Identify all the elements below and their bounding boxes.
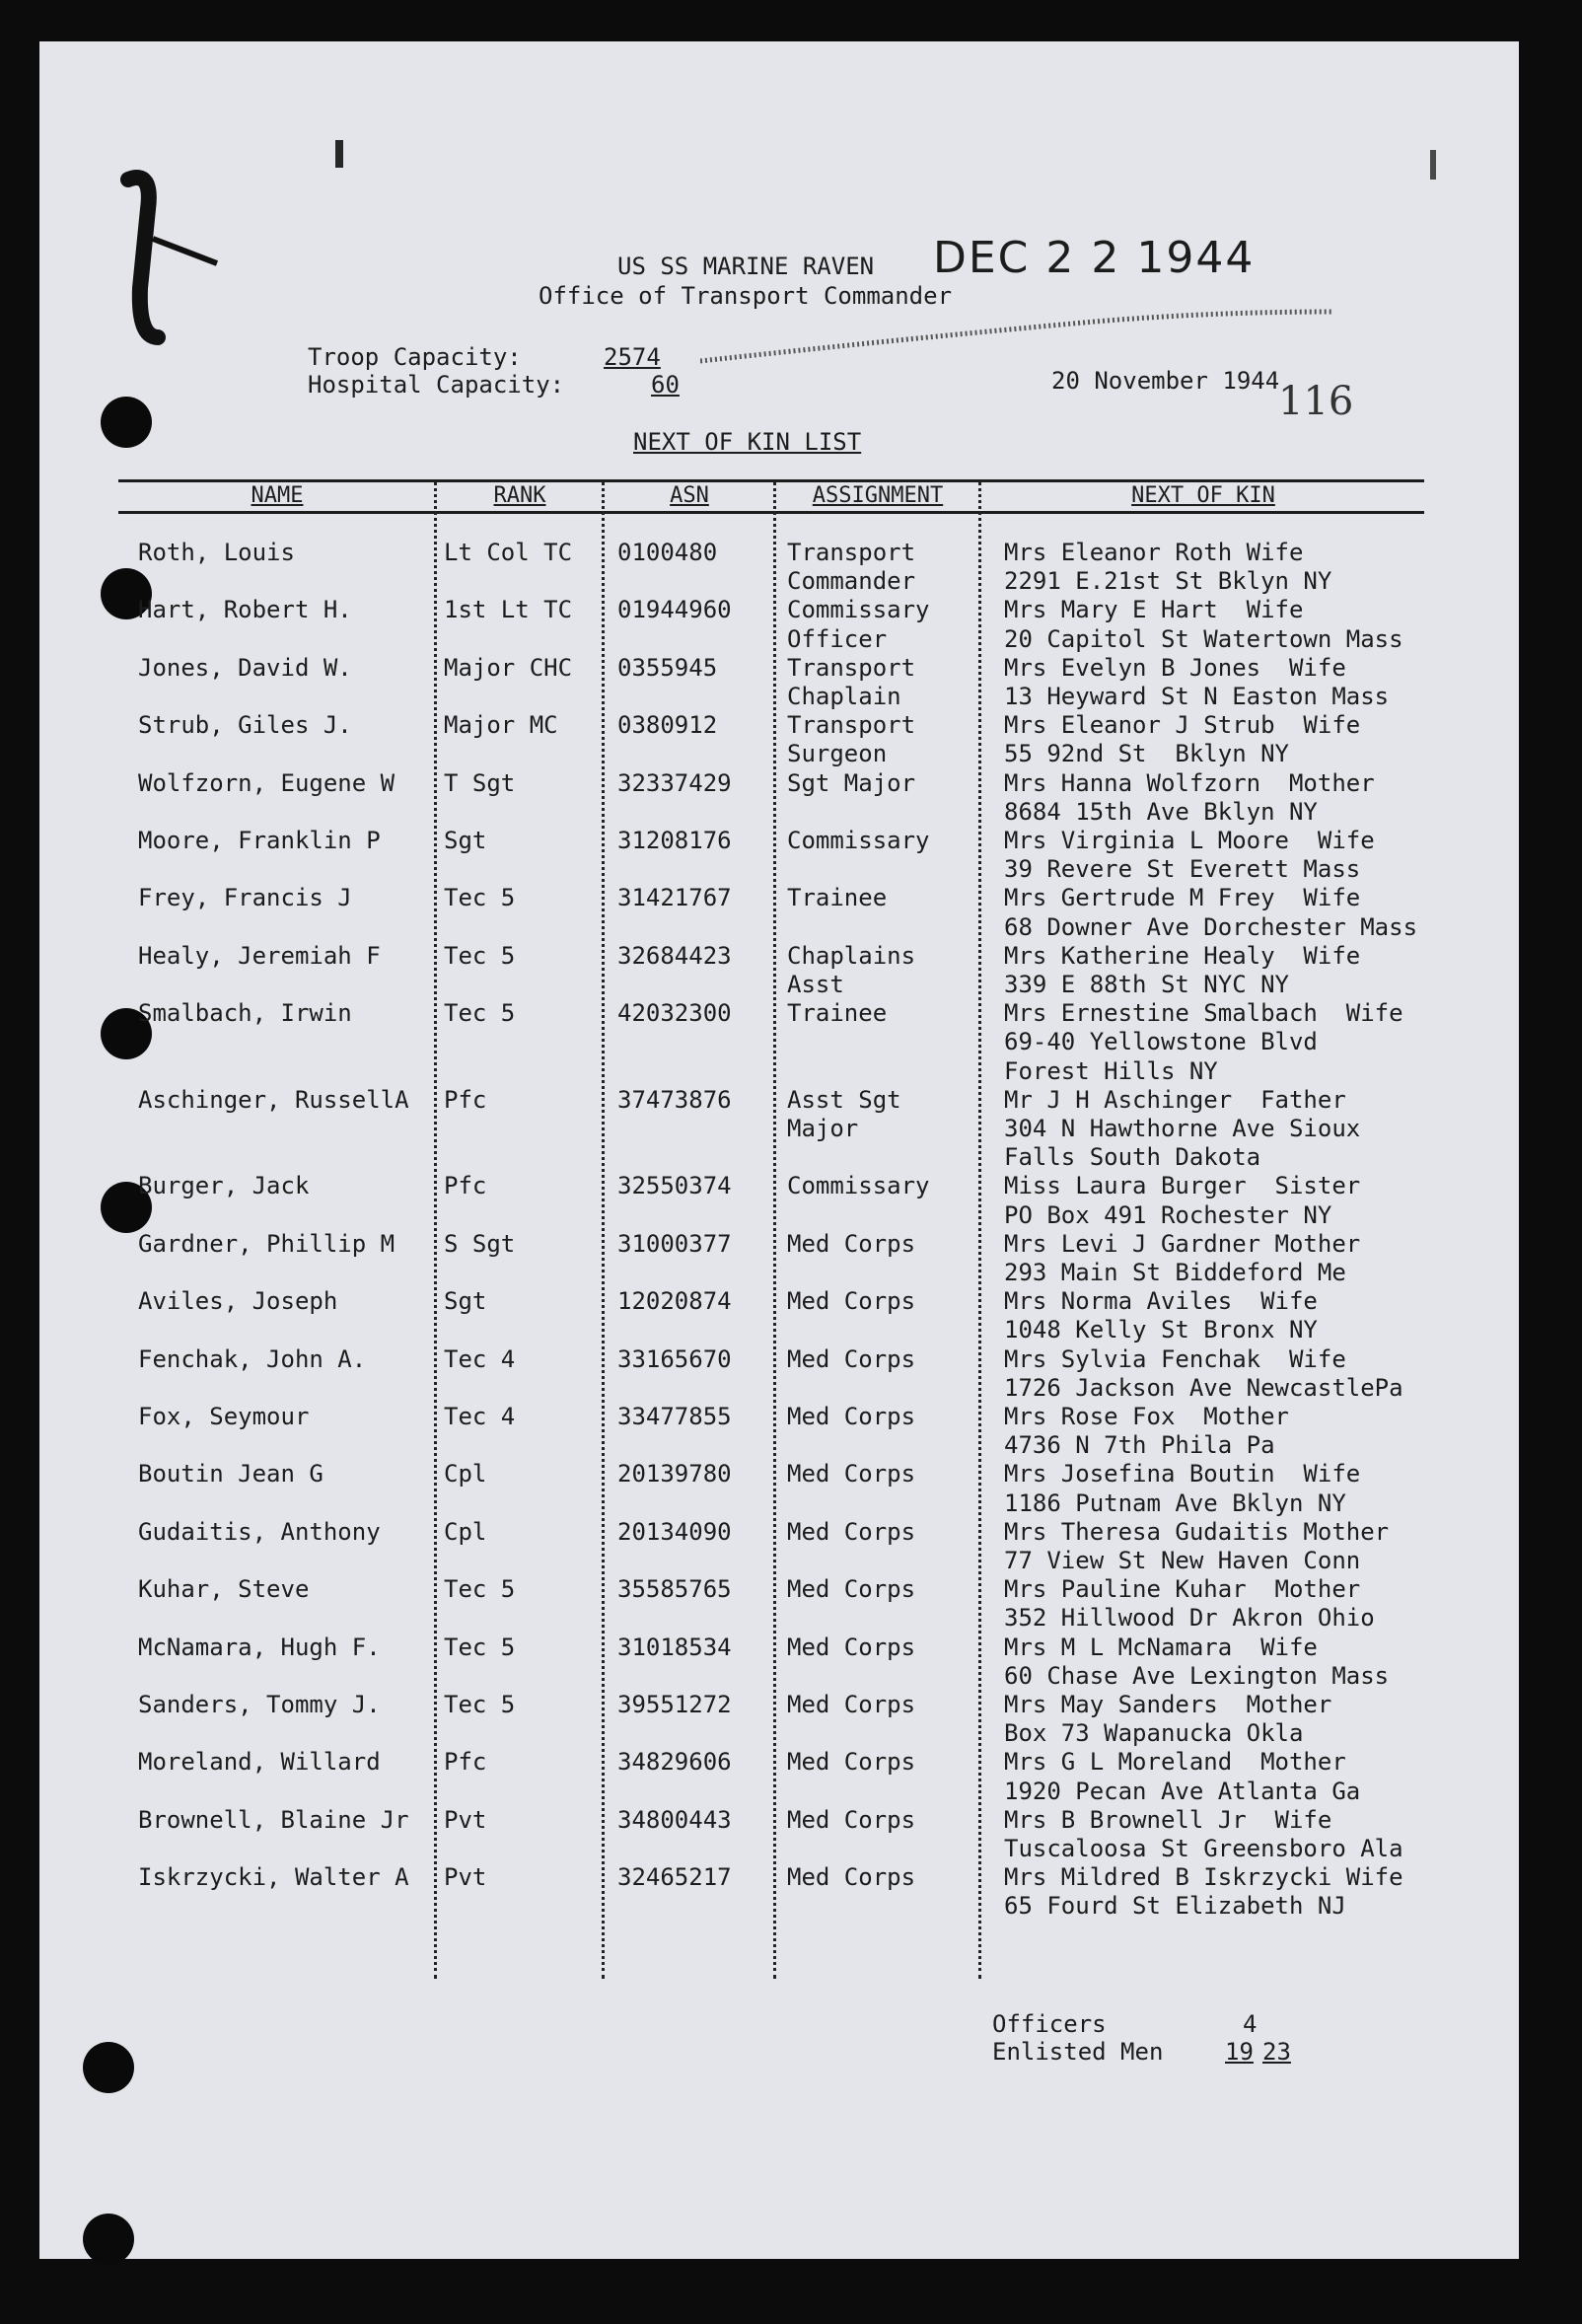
cell-next-of-kin: 1920 Pecan Ave Atlanta Ga <box>1004 1777 1361 1805</box>
cell-next-of-kin: 8684 15th Ave Bklyn NY <box>1004 797 1318 826</box>
cell-rank: S Sgt <box>444 1229 516 1258</box>
table-row <box>39 1518 1519 1575</box>
cell-assignment: Commissary <box>787 1172 930 1200</box>
cell-rank: Tec 5 <box>444 1575 516 1604</box>
cell-next-of-kin: Mrs Gertrude M Frey Wife <box>1004 884 1361 912</box>
table-row <box>39 1691 1519 1748</box>
cell-name: Moore, Franklin P <box>138 827 381 854</box>
cell-next-of-kin: Mrs Theresa Gudaitis Mother <box>1004 1517 1390 1546</box>
cell-assignment: Commissary <box>787 827 930 854</box>
cell-asn: 20139780 <box>617 1460 732 1489</box>
cell-rank: Lt Col TC <box>444 539 573 566</box>
table-row <box>39 1086 1519 1173</box>
cell-next-of-kin: Mrs G L Moreland Mother <box>1004 1748 1346 1777</box>
punch-hole <box>83 2042 134 2093</box>
cell-name: Fenchak, John A. <box>138 1344 367 1373</box>
cell-rank: Pfc <box>444 1748 487 1777</box>
cell-name: Strub, Giles J. <box>138 711 352 740</box>
cell-rank: Tec 5 <box>444 1633 516 1661</box>
cell-name: Roth, Louis <box>138 539 295 566</box>
ship-name: US SS MARINE RAVEN <box>617 253 875 280</box>
hospital-capacity-label: Hospital Capacity: <box>308 371 565 399</box>
cell-next-of-kin: 2291 E.21st St Bklyn NY <box>1004 567 1332 596</box>
punch-hole <box>83 2214 134 2265</box>
table-row <box>39 827 1519 884</box>
cell-rank: Tec 5 <box>444 1691 516 1718</box>
cell-name: Aschinger, RussellA <box>138 1085 409 1114</box>
cell-next-of-kin: 352 Hillwood Dr Akron Ohio <box>1004 1604 1375 1633</box>
cell-asn: 34829606 <box>617 1748 732 1777</box>
cell-name: Fox, Seymour <box>138 1403 310 1430</box>
cell-assignment: Med Corps <box>787 1517 916 1546</box>
cell-rank: Tec 4 <box>444 1403 516 1430</box>
cell-next-of-kin: Mrs Eleanor Roth Wife <box>1004 539 1304 566</box>
cell-assignment: Asst Sgt <box>787 1085 901 1114</box>
cell-asn: 01944960 <box>617 596 732 624</box>
cell-next-of-kin: 339 E 88th St NYC NY <box>1004 970 1289 998</box>
cell-next-of-kin: Mrs Rose Fox Mother <box>1004 1403 1289 1430</box>
cell-next-of-kin: 20 Capitol St Watertown Mass <box>1004 624 1403 653</box>
cell-rank: Pfc <box>444 1085 487 1114</box>
table-row <box>39 654 1519 711</box>
cell-rank: Pfc <box>444 1172 487 1200</box>
cell-assignment: Transport <box>787 653 916 682</box>
column-header-name: NAME <box>251 483 304 508</box>
cell-next-of-kin: Forest Hills NY <box>1004 1056 1218 1085</box>
cell-asn: 0380912 <box>617 711 718 740</box>
cell-assignment: Sgt Major <box>787 768 916 797</box>
cell-asn: 32684423 <box>617 941 732 970</box>
cell-assignment: Trainee <box>787 884 888 912</box>
cell-asn: 42032300 <box>617 999 732 1028</box>
table-row <box>39 711 1519 768</box>
document-date: 20 November 1944 <box>1051 367 1280 395</box>
smudge <box>335 140 343 168</box>
cell-next-of-kin: Mrs May Sanders Mother <box>1004 1691 1332 1718</box>
cell-name: Gardner, Phillip M <box>138 1229 396 1258</box>
cell-asn: 31421767 <box>617 884 732 912</box>
cell-asn: 31208176 <box>617 827 732 854</box>
cell-asn: 20134090 <box>617 1517 732 1546</box>
table-row <box>39 596 1519 653</box>
cell-name: Gudaitis, Anthony <box>138 1517 381 1546</box>
cell-assignment: Med Corps <box>787 1691 916 1718</box>
cell-assignment: Med Corps <box>787 1229 916 1258</box>
cell-name: Frey, Francis J <box>138 884 352 912</box>
cell-asn: 39551272 <box>617 1691 732 1718</box>
cell-next-of-kin: Mrs Virginia L Moore Wife <box>1004 827 1375 854</box>
cell-next-of-kin: 60 Chase Ave Lexington Mass <box>1004 1661 1390 1690</box>
cell-asn: 33477855 <box>617 1403 732 1430</box>
office-title: Office of Transport Commander <box>539 282 953 310</box>
cell-assignment: Transport <box>787 539 916 566</box>
cell-rank: Tec 5 <box>444 941 516 970</box>
cell-assignment: Chaplains <box>787 941 916 970</box>
cell-asn: 0355945 <box>617 653 718 682</box>
cell-next-of-kin: 69-40 Yellowstone Blvd <box>1004 1028 1318 1056</box>
cell-assignment: Commander <box>787 567 916 596</box>
cell-name: Moreland, Willard <box>138 1748 381 1777</box>
column-header-next-of-kin: NEXT OF KIN <box>1131 483 1275 508</box>
cell-next-of-kin: Mrs Evelyn B Jones Wife <box>1004 653 1346 682</box>
cell-next-of-kin: Mrs Ernestine Smalbach Wife <box>1004 999 1403 1028</box>
table-row <box>39 1345 1519 1403</box>
officers-label: Officers <box>992 2010 1107 2038</box>
cell-next-of-kin: 13 Heyward St N Easton Mass <box>1004 682 1390 710</box>
cell-name: Wolfzorn, Eugene W <box>138 768 396 797</box>
table-header-rule <box>118 511 1424 514</box>
cell-assignment: Commissary <box>787 596 930 624</box>
cell-assignment: Med Corps <box>787 1403 916 1430</box>
cell-assignment: Asst <box>787 970 844 998</box>
cell-rank: Cpl <box>444 1460 487 1489</box>
cell-rank: Tec 4 <box>444 1344 516 1373</box>
cell-next-of-kin: Mrs Katherine Healy Wife <box>1004 941 1361 970</box>
cell-asn: 12020874 <box>617 1287 732 1316</box>
cell-assignment: Med Corps <box>787 1575 916 1604</box>
cell-name: Boutin Jean G <box>138 1460 324 1489</box>
cell-assignment: Med Corps <box>787 1460 916 1489</box>
cell-asn: 37473876 <box>617 1085 732 1114</box>
cell-assignment: Transport <box>787 711 916 740</box>
cell-name: Hart, Robert H. <box>138 596 352 624</box>
cell-assignment: Med Corps <box>787 1344 916 1373</box>
cell-name: Burger, Jack <box>138 1172 310 1200</box>
table-row <box>39 1575 1519 1633</box>
cell-name: Iskrzycki, Walter A <box>138 1863 409 1892</box>
table-row <box>39 769 1519 827</box>
cell-asn: 31000377 <box>617 1229 732 1258</box>
cell-name: Jones, David W. <box>138 653 352 682</box>
cell-name: Kuhar, Steve <box>138 1575 310 1604</box>
cell-next-of-kin: Box 73 Wapanucka Okla <box>1004 1719 1304 1748</box>
cell-next-of-kin: Mrs Norma Aviles Wife <box>1004 1287 1318 1316</box>
cell-next-of-kin: 293 Main St Biddeford Me <box>1004 1258 1346 1286</box>
table-row <box>39 1748 1519 1805</box>
cell-next-of-kin: Mrs Mildred B Iskrzycki Wife <box>1004 1863 1403 1892</box>
cell-next-of-kin: 1048 Kelly St Bronx NY <box>1004 1316 1318 1344</box>
cell-rank: T Sgt <box>444 768 516 797</box>
cell-asn: 34800443 <box>617 1805 732 1834</box>
table-row <box>39 1460 1519 1517</box>
cell-assignment: Med Corps <box>787 1287 916 1316</box>
enlisted-count: 19 <box>1225 2038 1254 2066</box>
cell-assignment: Med Corps <box>787 1748 916 1777</box>
cell-asn: 35585765 <box>617 1575 732 1604</box>
cell-asn: 32337429 <box>617 768 732 797</box>
cell-name: Smalbach, Irwin <box>138 999 352 1028</box>
cell-name: Healy, Jeremiah F <box>138 941 381 970</box>
cell-assignment: Med Corps <box>787 1633 916 1661</box>
cell-next-of-kin: Mrs Mary E Hart Wife <box>1004 596 1304 624</box>
total-count: 23 <box>1262 2038 1291 2066</box>
table-row <box>39 1287 1519 1344</box>
table-row <box>39 1806 1519 1863</box>
troop-capacity-value: 2574 <box>604 343 661 371</box>
cell-next-of-kin: Mrs Eleanor J Strub Wife <box>1004 711 1361 740</box>
cell-next-of-kin: Mrs Pauline Kuhar Mother <box>1004 1575 1361 1604</box>
cell-next-of-kin: Mrs Hanna Wolfzorn Mother <box>1004 768 1375 797</box>
cell-next-of-kin: 68 Downer Ave Dorchester Mass <box>1004 912 1418 941</box>
document-page <box>39 41 1519 2259</box>
officers-count: 4 <box>1243 2010 1258 2038</box>
smudge <box>1430 150 1436 180</box>
cell-asn: 31018534 <box>617 1633 732 1661</box>
cell-next-of-kin: Mrs Levi J Gardner Mother <box>1004 1229 1361 1258</box>
table-row <box>39 1403 1519 1460</box>
cell-rank: Tec 5 <box>444 999 516 1028</box>
cell-next-of-kin: 39 Revere St Everett Mass <box>1004 855 1361 884</box>
table-row <box>39 999 1519 1086</box>
cell-next-of-kin: 1726 Jackson Ave NewcastlePa <box>1004 1373 1403 1402</box>
cell-name: Brownell, Blaine Jr <box>138 1805 409 1834</box>
cell-next-of-kin: PO Box 491 Rochester NY <box>1004 1200 1332 1229</box>
cell-assignment: Surgeon <box>787 740 888 768</box>
list-title: NEXT OF KIN LIST <box>633 428 862 456</box>
cell-next-of-kin: Mrs Josefina Boutin Wife <box>1004 1460 1361 1489</box>
cell-assignment: Chaplain <box>787 682 901 710</box>
cell-asn: 32550374 <box>617 1172 732 1200</box>
cell-name: McNamara, Hugh F. <box>138 1633 381 1661</box>
cell-next-of-kin: 1186 Putnam Ave Bklyn NY <box>1004 1489 1346 1517</box>
cell-next-of-kin: 304 N Hawthorne Ave Sioux <box>1004 1114 1361 1142</box>
cell-next-of-kin: Mrs Sylvia Fenchak Wife <box>1004 1344 1346 1373</box>
cell-rank: Pvt <box>444 1805 487 1834</box>
troop-capacity-label: Troop Capacity: <box>308 343 522 371</box>
table-row <box>39 1172 1519 1229</box>
cell-next-of-kin: Mr J H Aschinger Father <box>1004 1085 1346 1114</box>
column-header-rank: RANK <box>493 483 546 508</box>
page-number: 116 <box>1278 379 1354 424</box>
cell-assignment: Med Corps <box>787 1863 916 1892</box>
column-header-assignment: ASSIGNMENT <box>812 483 944 508</box>
cell-rank: Major MC <box>444 711 558 740</box>
pencil-stroke-icon <box>700 300 1331 369</box>
date-stamp: DEC 2 2 1944 <box>933 233 1256 283</box>
cell-next-of-kin: Falls South Dakota <box>1004 1143 1261 1172</box>
table-row <box>39 1863 1519 1921</box>
enlisted-label: Enlisted Men <box>992 2038 1164 2066</box>
hospital-capacity-value: 60 <box>651 371 680 399</box>
cell-next-of-kin: 65 Fourd St Elizabeth NJ <box>1004 1892 1346 1921</box>
cell-asn: 0100480 <box>617 539 718 566</box>
cell-rank: Sgt <box>444 1287 487 1316</box>
cell-rank: Tec 5 <box>444 884 516 912</box>
table-top-rule <box>118 479 1424 482</box>
table-row <box>39 539 1519 596</box>
cell-next-of-kin: Mrs M L McNamara Wife <box>1004 1633 1318 1661</box>
cell-next-of-kin: 4736 N 7th Phila Pa <box>1004 1431 1275 1460</box>
cell-rank: Cpl <box>444 1517 487 1546</box>
cell-next-of-kin: Miss Laura Burger Sister <box>1004 1172 1361 1200</box>
cell-name: Aviles, Joseph <box>138 1287 338 1316</box>
cell-assignment: Major <box>787 1114 859 1142</box>
cell-asn: 33165670 <box>617 1344 732 1373</box>
cell-assignment: Trainee <box>787 999 888 1028</box>
cell-rank: 1st Lt TC <box>444 596 573 624</box>
table-row <box>39 1634 1519 1691</box>
table-row <box>39 942 1519 999</box>
table-row <box>39 1230 1519 1287</box>
table-row <box>39 884 1519 941</box>
cell-assignment: Med Corps <box>787 1805 916 1834</box>
cell-rank: Sgt <box>444 827 487 854</box>
handwritten-mark-icon <box>99 170 237 357</box>
cell-rank: Pvt <box>444 1863 487 1892</box>
punch-hole <box>101 397 152 448</box>
cell-rank: Major CHC <box>444 653 573 682</box>
cell-next-of-kin: 55 92nd St Bklyn NY <box>1004 740 1289 768</box>
cell-next-of-kin: 77 View St New Haven Conn <box>1004 1546 1361 1574</box>
column-header-asn: ASN <box>670 483 709 508</box>
cell-next-of-kin: Tuscaloosa St Greensboro Ala <box>1004 1834 1403 1862</box>
cell-next-of-kin: Mrs B Brownell Jr Wife <box>1004 1805 1332 1834</box>
cell-name: Sanders, Tommy J. <box>138 1691 381 1718</box>
cell-assignment: Officer <box>787 624 888 653</box>
cell-asn: 32465217 <box>617 1863 732 1892</box>
